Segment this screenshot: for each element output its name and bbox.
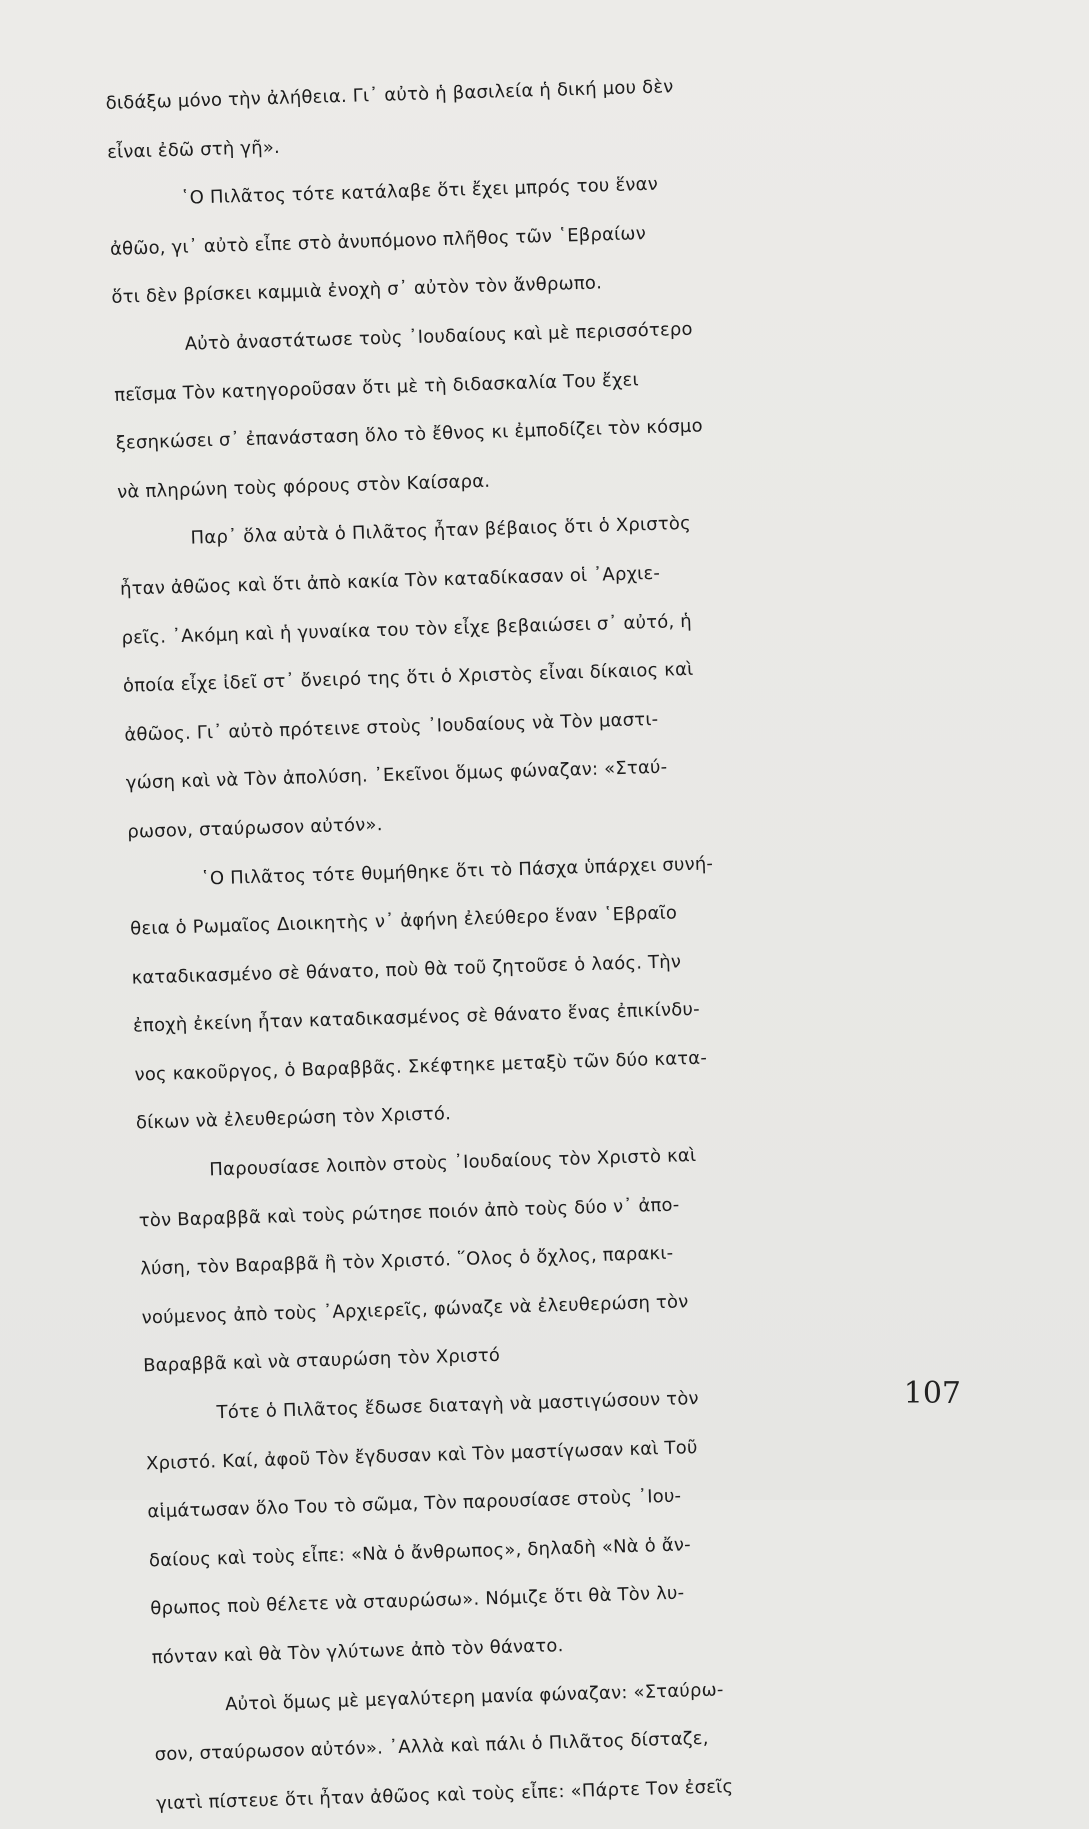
text-line: ῾Ο Πιλᾶτος τότε θυμήθηκε ὅτι τὸ Πάσχα ὑπάρχει συνή- bbox=[200, 852, 714, 890]
text-line: νούμενος ἀπὸ τοὺς ᾽Αρχιερεῖς, φώναζε νὰ ἐλευθερώση τὸν bbox=[141, 1291, 689, 1329]
text-line: Αὐτοὶ ὅμως μὲ μεγαλύτερη μανία φώναζαν: «Σταύρω- bbox=[224, 1678, 724, 1715]
text-line: θεια ὁ Ρωμαῖος Διοικητὴς ν᾽ ἀφήνη ἐλεύθερο ἕναν ῾Εβραῖο bbox=[129, 902, 678, 940]
text-line: ἐποχὴ ἐκείνη ἦταν καταδικασμένος σὲ θάνατο ἕνας ἐπικίνδυ- bbox=[132, 999, 701, 1037]
text-line: δαίους καὶ τοὺς εἶπε: «Νὰ ὁ ἄνθρωπος», δηλαδὴ «Νὰ ὁ ἄν- bbox=[148, 1534, 692, 1572]
text-line: δίκων νὰ ἐλευθερώση τὸν Χριστό. bbox=[135, 1103, 452, 1135]
text-line: αἱμάτωσαν ὅλο Του τὸ σῶμα, Τὸν παρουσίασε στοὺς ᾽Ιου- bbox=[147, 1485, 682, 1523]
text-line: ξεσηκώσει σ᾽ ἐπανάσταση ὅλο τὸ ἔθνος κι ἐμποδίζει τὸν κόσμο bbox=[115, 415, 704, 454]
text-line: ἦταν ἀθῶος καὶ ὅτι ἀπὸ κακία Τὸν καταδίκασαν οἱ ᾽Αρχιε- bbox=[119, 562, 661, 600]
text-line: εἶναι ἐδῶ στὴ γῆ». bbox=[106, 136, 281, 163]
page-number: 107 bbox=[903, 1376, 961, 1411]
text-line: ρεῖς. ᾽Ακόμη καὶ ἡ γυναίκα του τὸν εἶχε βεβαιώσει σ᾽ αὐτό, ἡ bbox=[121, 610, 693, 649]
text-line: ὅτι δὲν βρίσκει καμμιὰ ἐνοχὴ σ᾽ αὐτὸν τὸν ἄνθρωπο. bbox=[111, 272, 603, 309]
text-line: Αὐτὸ ἀναστάτωσε τοὺς ᾽Ιουδαίους καὶ μὲ περισσότερο bbox=[184, 318, 694, 355]
text-line: Τότε ὁ Πιλᾶτος ἔδωσε διαταγὴ νὰ μαστιγώσουν τὸν bbox=[216, 1388, 700, 1424]
text-line: νος κακοῦργος, ὁ Βαραββᾶς. Σκέφτηκε μεταξὺ τῶν δύο κατα- bbox=[134, 1047, 708, 1086]
text-line: πεῖσμα Τὸν κατηγοροῦσαν ὅτι μὲ τὴ διδασκαλία Του ἔχει bbox=[114, 368, 640, 406]
text-line: ὁποία εἶχε ἰδεῖ στ᾽ ὄνειρό της ὅτι ὁ Χριστὸς εἶναι δίκαιος καὶ bbox=[122, 658, 694, 697]
text-line: λύση, τὸν Βαραββᾶ ἢ τὸν Χριστό. ῞Ολος ὁ ὄχλος, παρακι- bbox=[139, 1242, 674, 1280]
text-line: νὰ πληρώνη τοὺς φόρους στὸν Καίσαρα. bbox=[116, 470, 491, 503]
text-line: σον, σταύρωσον αὐτόν». ᾽Αλλὰ καὶ πάλι ὁ Πιλᾶτος δίσταζε, bbox=[154, 1728, 709, 1766]
text-line: ἀθῶο, γι᾽ αὐτὸ εἶπε στὸ ἀνυπόμονο πλῆθος τῶν ῾Εβραίων bbox=[109, 222, 647, 260]
text-line: Βαραββᾶ καὶ νὰ σταυρώση τὸν Χριστό bbox=[142, 1345, 501, 1377]
text-line: θρωπος ποὺ θέλετε νὰ σταυρώσω». Νόμιζε ὅτι θὰ Τὸν λυ- bbox=[150, 1582, 685, 1620]
text-line: Παρ᾽ ὅλα αὐτὰ ὁ Πιλᾶτος ἦταν βέβαιος ὅτι ὁ Χριστὸς bbox=[190, 513, 692, 550]
text-line: καταδικασμένο σὲ θάνατο, ποὺ θὰ τοῦ ζητοῦσε ὁ λαός. Τὴν bbox=[131, 950, 682, 989]
text-line: Χριστό. Καί, ἀφοῦ Τὸν ἔγδυσαν καὶ Τὸν μαστίγωσαν καὶ Τοῦ bbox=[145, 1436, 698, 1475]
text-line: Παρουσίασε λοιπὸν στοὺς ᾽Ιουδαίους τὸν Χριστὸ καὶ bbox=[209, 1145, 697, 1181]
text-line: γώση καὶ νὰ Τὸν ἀπολύση. ᾽Εκεῖνοι ὅμως φώναζαν: «Σταύ- bbox=[125, 756, 668, 794]
text-line: ῾Ο Πιλᾶτος τότε κατάλαβε ὅτι ἔχει μπρός του ἕναν bbox=[180, 173, 659, 209]
text-line: γιατὶ πίστευε ὅτι ἦταν ἀθῶος καὶ τοὺς εἶπε: «Πάρτε Τον ἐσεῖς bbox=[155, 1775, 734, 1815]
text-line: τὸν Βαραββᾶ καὶ τοὺς ρώτησε ποιόν ἀπὸ τοὺς δύο ν᾽ ἀπο- bbox=[138, 1194, 680, 1232]
text-line: ἀθῶος. Γι᾽ αὐτὸ πρότεινε στοὺς ᾽Ιουδαίους νὰ Τὸν μαστι- bbox=[124, 708, 659, 746]
body-text bbox=[105, 54, 1017, 1828]
text-line: διδάξω μόνο τὴν ἀλήθεια. Γι᾽ αὐτὸ ἡ βασιλεία ἡ δική μου δὲν bbox=[105, 76, 674, 114]
text-line: πόνταν καὶ θὰ Τὸν γλύτωνε ἀπὸ τὸν θάνατο. bbox=[151, 1635, 564, 1669]
text-line: ρωσον, σταύρωσον αὐτόν». bbox=[127, 814, 383, 843]
